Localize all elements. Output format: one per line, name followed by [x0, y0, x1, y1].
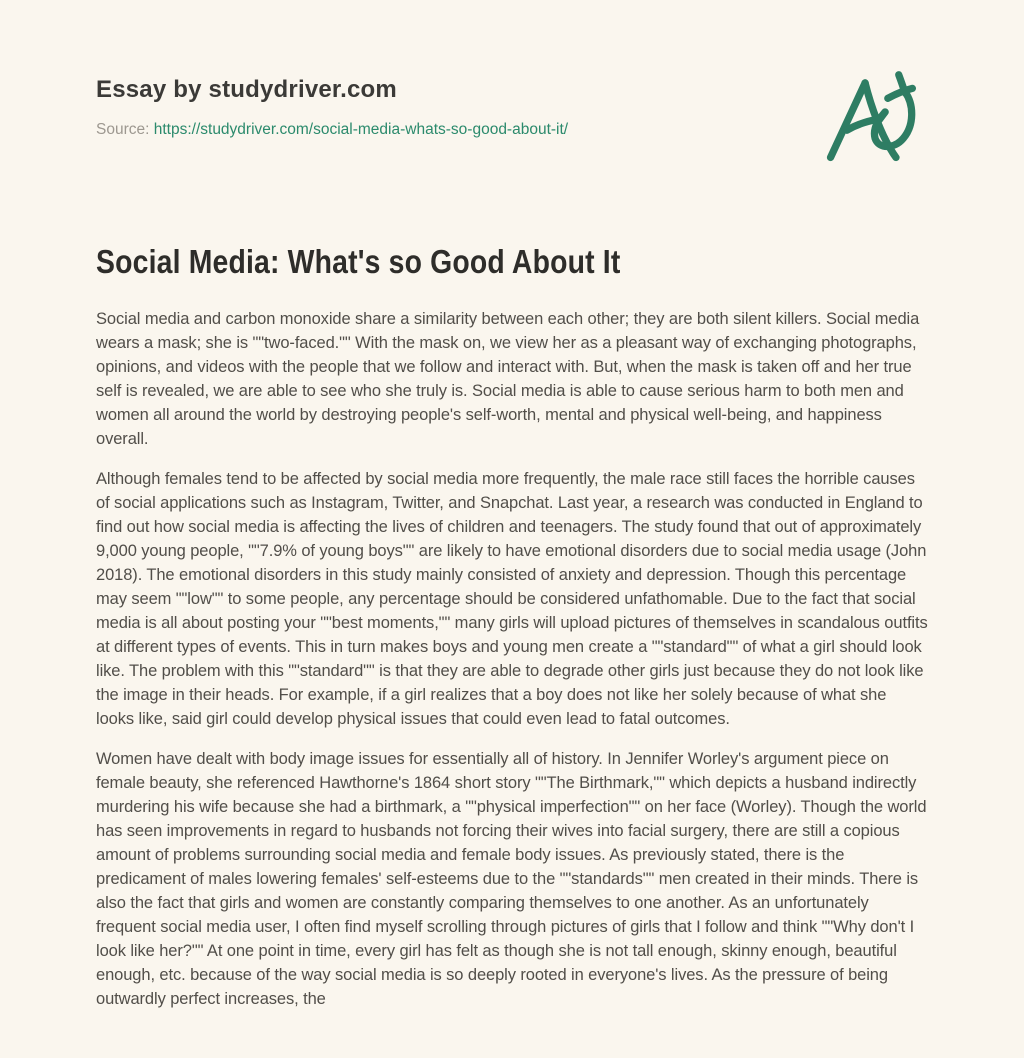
site-heading: Essay by studydriver.com	[96, 76, 397, 103]
studydriver-a-plus-logo-icon	[816, 62, 916, 172]
essay-paragraph: Social media and carbon monoxide share a similarity between each other; they are both silent killers. Social media wears a mask; she is ""two-faced."" With the mask on, we view her as a pleasant way of exchanging photographs, opinions, and videos with the people that we follow and interact with. But, when the mask is taken off and her true self is revealed, we are able to see who she truly is. Social media is able to cause serious harm to both men and women all around the world by destroying people's self-worth, mental and physical well-being, and happiness overall.	[96, 310, 920, 448]
source-line	[96, 121, 928, 139]
essay-title: Social Media: What's so Good About It	[96, 243, 621, 280]
essay-paragraph: Women have dealt with body image issues for essentially all of history. In Jennifer Worley's argument piece on female beauty, she referenced Hawthorne's 1864 short story ""The Birthmark,"" which depicts a husband indirectly murdering his wife because she had a birthmark, a ""physical imperfection"" on her face (Worley). Though the world has seen improvements in regard to husbands not forcing their wives into facial surgery, there are still a copious amount of problems surrounding social media and female body issues. As previously stated, there is the predicament of males lowering females' self-esteems due to the ""standards"" men created in their minds. There is also the fact that girls and women are constantly comparing themselves to one another. As an unfortunately frequent social media user, I often find myself scrolling through pictures of girls that I follow and think ""Why don't I look like her?"" At one point in time, every girl has felt as though she is not tall enough, skinny enough, beautiful enough, etc. because of the way social media is so deeply rooted in everyone's lives. As the pressure of being outwardly perfect increases, the	[96, 750, 927, 1008]
page-header	[96, 76, 928, 139]
source-label: Source:	[96, 121, 150, 138]
essay-body	[96, 307, 928, 1011]
source-link[interactable]: https://studydriver.com/social-media-whats-so-good-about-it/	[153, 121, 569, 138]
essay-paragraph: Although females tend to be affected by social media more frequently, the male race still faces the horrible causes of social applications such as Instagram, Twitter, and Snapchat. Last year, a research was conducted in England to find out how social media is affecting the lives of children and teenagers. The study found that out of approximately 9,000 young people, ""7.9% of young boys"" are likely to have emotional disorders due to social media usage (John 2018). The emotional disorders in this study mainly consisted of anxiety and depression. Though this percentage may seem ""low"" to some people, any percentage should be considered unfathomable. Due to the fact that social media is all about posting your ""best moments,"" many girls will upload pictures of themselves in scandalous outfits at different types of events. This in turn makes boys and young men create a ""standard"" of what a girl should look like. The problem with this ""standard"" is that they are able to degrade other girls just because they do not look like the image in their heads. For example, if a girl realizes that a boy does not like her solely because of what she looks like, said girl could develop physical issues that could even lead to fatal outcomes.	[96, 470, 928, 728]
